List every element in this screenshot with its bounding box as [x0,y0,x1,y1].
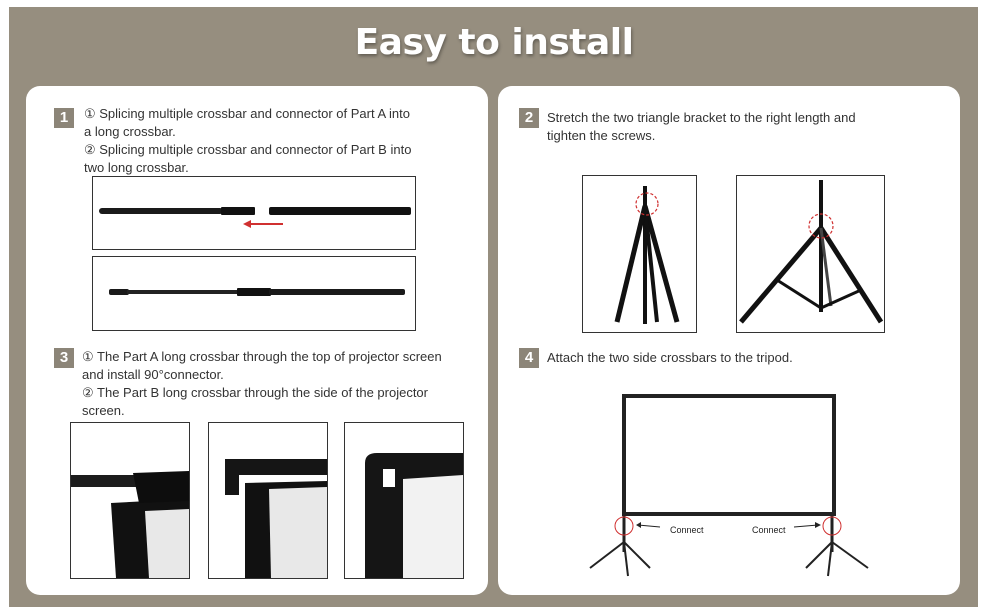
step-1-line-1: ① Splicing multiple crossbar and connector of Part A into [84,106,410,121]
step-3-line-4: screen. [82,403,125,418]
step-2-line-1: Stretch the two triangle bracket to the right length and [547,110,856,125]
step-1-text [84,105,411,177]
tripod-open-illustration [737,176,884,332]
step-3-line-3: ② The Part B long crossbar through the side of the projector [82,385,428,400]
step-1-line-3: ② Splicing multiple crossbar and connector of Part B into [84,142,412,157]
page-title: Easy to install [354,22,634,63]
step-2-line-2: tighten the screws. [547,128,656,143]
step-2-number: 2 [519,108,539,128]
side-crossbar-illustration [345,423,463,578]
crossbar-split-illustration [93,177,415,249]
step-1-number: 1 [54,108,74,128]
connect-label-right: Connect [752,525,786,535]
side-crossbar-photo [344,422,464,579]
step-1-line-2: a long crossbar. [84,124,176,139]
step-1-line-4: two long crossbar. [84,160,189,175]
crossbar-joined-image [92,256,416,331]
tripod-folded-photo [582,175,697,333]
step-4-line-1: Attach the two side crossbars to the tripod. [547,350,793,365]
step-4-text [547,349,793,367]
connector-90-photo [208,422,328,579]
crossbar-split-image [92,176,416,250]
step-3-line-1: ① The Part A long crossbar through the top of projector screen [82,349,442,364]
crossbar-joined-illustration [93,257,415,330]
top-crossbar-photo [70,422,190,579]
connect-label-left: Connect [670,525,704,535]
step-3-number: 3 [54,348,74,368]
tripod-open-photo [736,175,885,333]
top-crossbar-illustration [71,423,189,578]
tripod-folded-illustration [583,176,696,332]
step-4-number: 4 [519,348,539,368]
step-3-line-2: and install 90°connector. [82,367,224,382]
step-2-text [547,109,856,145]
step-3-text [82,348,442,420]
connector-90-illustration [209,423,327,578]
assembled-screen-diagram [584,392,874,582]
